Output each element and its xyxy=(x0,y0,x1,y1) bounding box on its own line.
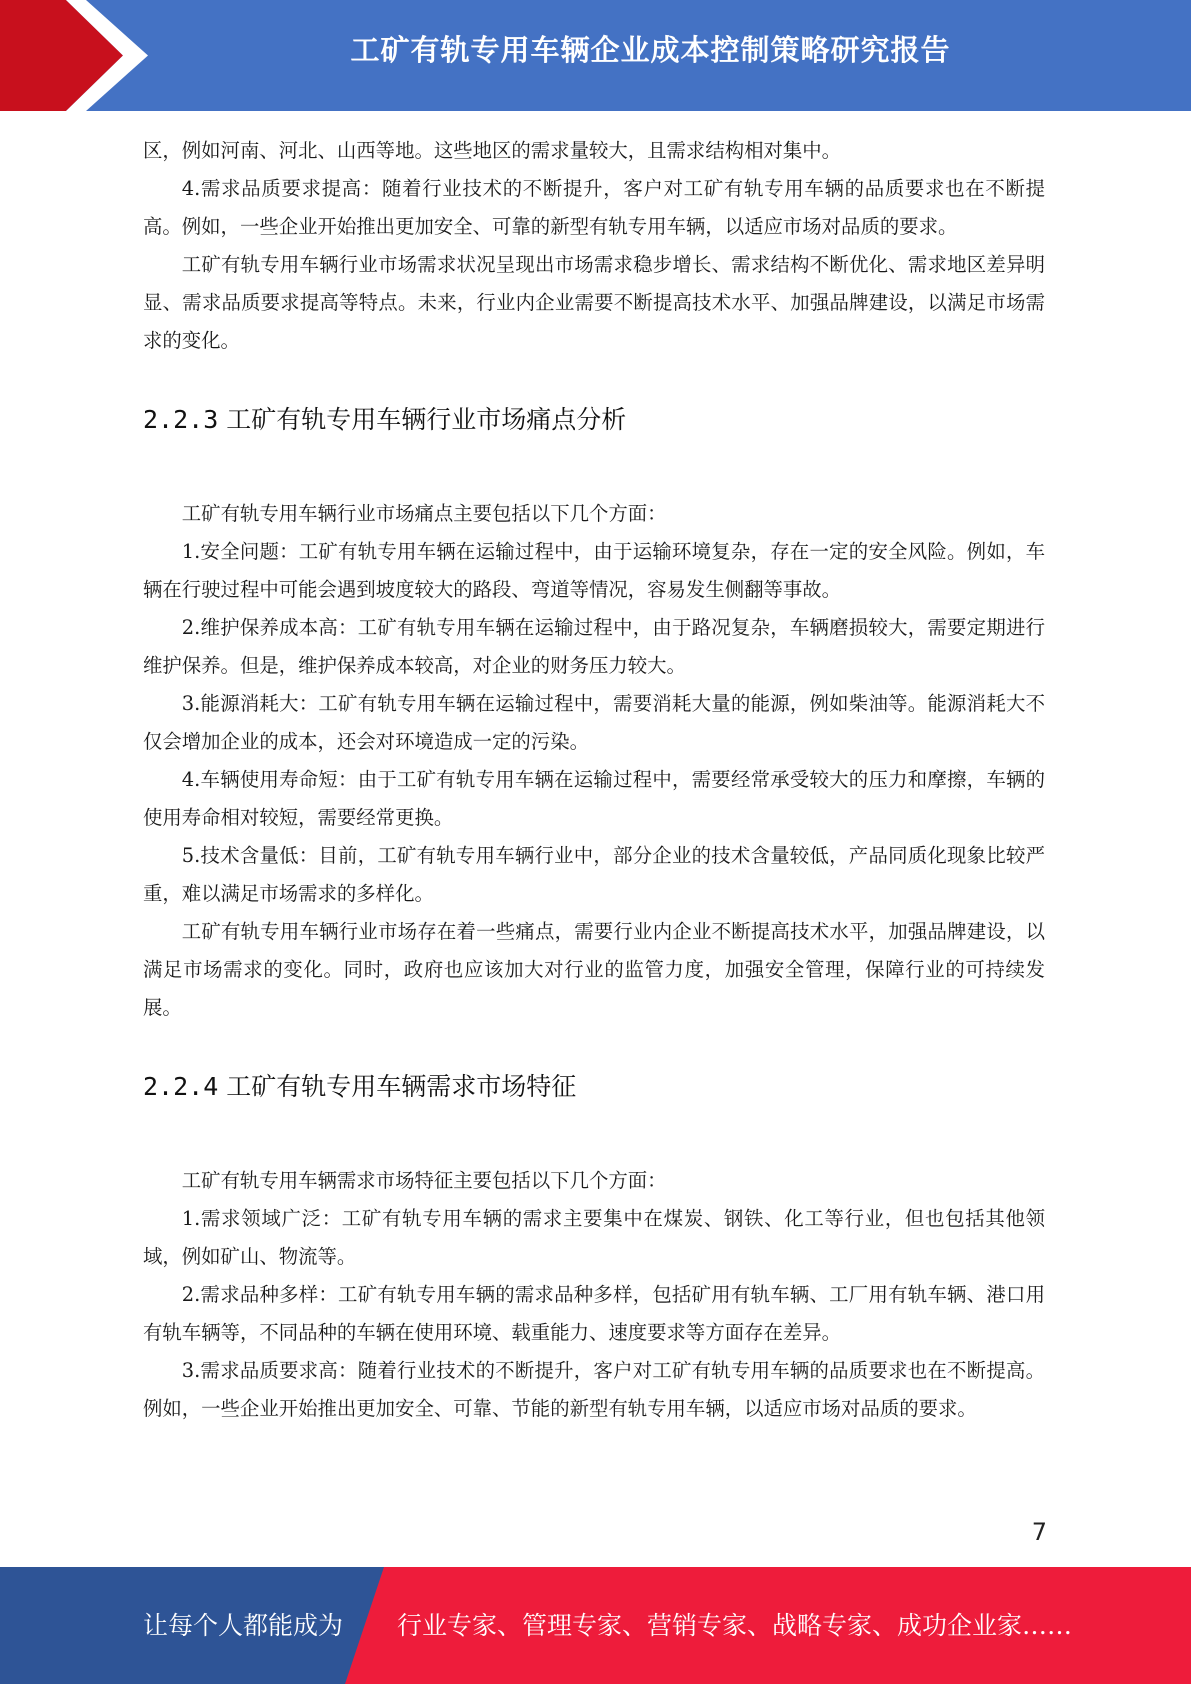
section-number: 2.2.4 xyxy=(143,1072,219,1101)
body-paragraph: 工矿有轨专用车辆行业市场存在着一些痛点，需要行业内企业不断提高技术水平，加强品牌建设，以满足市场需求的变化。同时，政府也应该加大对行业的监管力度，加强安全管理，保障行业的可持续发展。 xyxy=(143,920,1045,1019)
body-paragraph: 工矿有轨专用车辆需求市场特征主要包括以下几个方面： xyxy=(181,1169,667,1192)
body-paragraph: 3.需求品质要求高：随着行业技术的不断提升，客户对工矿有轨专用车辆的品质要求也在不断提高。例如，一些企业开始推出更加安全、可靠、节能的新型有轨专用车辆，以适应市场对品质的要求。 xyxy=(143,1359,1045,1420)
body-paragraph: 5.技术含量低：目前，工矿有轨专用车辆行业中，部分企业的技术含量较低，产品同质化现象比较严重，难以满足市场需求的多样化。 xyxy=(143,844,1045,905)
section-heading-2-2-3 xyxy=(143,402,1045,438)
document-body xyxy=(143,132,1045,1428)
body-paragraph: 4.需求品质要求提高：随着行业技术的不断提升，客户对工矿有轨专用车辆的品质要求也在不断提高。例如，一些企业开始推出更加安全、可靠的新型有轨专用车辆，以适应市场对品质的要求。 xyxy=(143,177,1045,238)
page-footer xyxy=(0,1567,1191,1684)
footer-slogan-right: 行业专家、管理专家、营销专家、战略专家、成功企业家…… xyxy=(397,1611,1073,1640)
section-title: 工矿有轨专用车辆行业市场痛点分析 xyxy=(226,405,627,434)
body-paragraph: 1.需求领域广泛：工矿有轨专用车辆的需求主要集中在煤炭、钢铁、化工等行业，但也包括其他领域，例如矿山、物流等。 xyxy=(143,1207,1045,1268)
page-number: 7 xyxy=(1031,1518,1047,1546)
section-title: 工矿有轨专用车辆需求市场特征 xyxy=(226,1072,577,1101)
section-number: 2.2.3 xyxy=(143,405,219,434)
footer-slogan-left: 让每个人都能成为 xyxy=(143,1611,344,1640)
header-chevron-icon xyxy=(0,0,160,111)
body-paragraph: 4.车辆使用寿命短：由于工矿有轨专用车辆在运输过程中，需要经常承受较大的压力和摩擦，车辆的使用寿命相对较短，需要经常更换。 xyxy=(143,768,1045,829)
body-paragraph: 2.维护保养成本高：工矿有轨专用车辆在运输过程中，由于路况复杂，车辆磨损较大，需要定期进行维护保养。但是，维护保养成本较高，对企业的财务压力较大。 xyxy=(143,616,1045,677)
body-paragraph: 区，例如河南、河北、山西等地。这些地区的需求量较大，且需求结构相对集中。 xyxy=(143,139,842,162)
body-paragraph: 2.需求品种多样：工矿有轨专用车辆的需求品种多样，包括矿用有轨车辆、工厂用有轨车辆、港口用有轨车辆等，不同品种的车辆在使用环境、载重能力、速度要求等方面存在差异。 xyxy=(143,1283,1045,1344)
section-heading-2-2-4 xyxy=(143,1069,1045,1105)
body-paragraph: 工矿有轨专用车辆行业市场痛点主要包括以下几个方面： xyxy=(181,502,667,525)
body-paragraph: 1.安全问题：工矿有轨专用车辆在运输过程中，由于运输环境复杂，存在一定的安全风险。例如，车辆在行驶过程中可能会遇到坡度较大的路段、弯道等情况，容易发生侧翻等事故。 xyxy=(143,540,1045,601)
body-paragraph: 3.能源消耗大：工矿有轨专用车辆在运输过程中，需要消耗大量的能源，例如柴油等。能源消耗大不仅会增加企业的成本，还会对环境造成一定的污染。 xyxy=(143,692,1045,753)
body-paragraph: 工矿有轨专用车辆行业市场需求状况呈现出市场需求稳步增长、需求结构不断优化、需求地区差异明显、需求品质要求提高等特点。未来，行业内企业需要不断提高技术水平、加强品牌建设，以满足市场需求的变化。 xyxy=(143,253,1045,352)
report-title: 工矿有轨专用车辆企业成本控制策略研究报告 xyxy=(350,33,951,67)
page-header xyxy=(0,0,1191,111)
